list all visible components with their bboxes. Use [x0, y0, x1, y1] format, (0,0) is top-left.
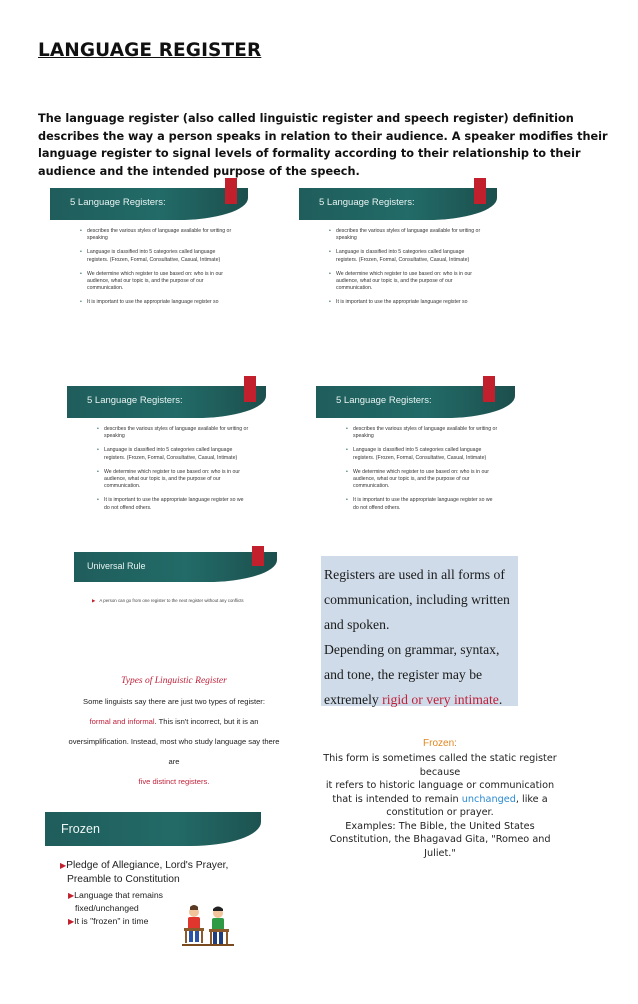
- frozen-line-part: , like a: [515, 793, 548, 805]
- registers-line: and tone, the register may be: [324, 667, 483, 682]
- slide-bullet: • We determine which register to use based on: who is in our audience, what our topic is, and the purpose of our communication.: [329, 271, 481, 293]
- frozen-line: Juliet.": [424, 847, 456, 859]
- types-line: Some linguists say there are just two types of register:: [83, 697, 265, 706]
- types-heading: Types of Linguistic Register: [121, 676, 227, 686]
- slide-bullet: • Language is classified into 5 categories called language registers. (Frozen, Formal, Consultative, Casual, Intimate): [80, 249, 232, 263]
- rule-bullet: [92, 598, 244, 604]
- slide-bullet: • describes the various styles of language available for writing or speaking: [80, 228, 232, 242]
- triangle-bullet-icon: ▶: [68, 917, 75, 926]
- slide-bullet: • It is important to use the appropriate language register so we do not offend others.: [97, 497, 250, 511]
- slide-title: 5 Language Registers:: [70, 197, 166, 208]
- slide-red-tab: [244, 376, 256, 402]
- slide-bullet: • It is important to use the appropriate language register so we do not offend others.: [346, 497, 499, 511]
- slide-title: Frozen: [61, 822, 100, 836]
- people-clipart-icon: [180, 904, 236, 948]
- slide-bullet: • describes the various styles of language available for writing or speaking: [97, 426, 250, 440]
- slide-title: 5 Language Registers:: [319, 197, 415, 208]
- universal-rule-slide: [74, 546, 277, 618]
- frozen-slide-bullet: [60, 859, 228, 887]
- frozen-line: This form is sometimes called the static register: [323, 753, 557, 764]
- slide-bullet: • Language is classified into 5 categories called language registers. (Frozen, Formal, Consultative, Casual, Intimate): [346, 447, 499, 461]
- registers-line: and spoken.: [324, 617, 390, 632]
- slide-bullet: • Language is classified into 5 categories called language registers. (Frozen, Formal, Consultative, Casual, Intimate): [329, 249, 481, 263]
- frozen-slide-bullet-text: Language that remains: [74, 890, 164, 900]
- slide-bullet: • describes the various styles of language available for writing or speaking: [329, 228, 481, 242]
- slide-red-tab: [474, 178, 486, 204]
- frozen-slide-bullet: [68, 889, 163, 914]
- types-highlight: five distinct registers.: [138, 777, 210, 786]
- frozen-line: it refers to historic language or communication: [325, 780, 555, 791]
- slide-thumbnail-4: [316, 376, 515, 531]
- slide-title: 5 Language Registers:: [87, 395, 183, 406]
- document-title: LANGUAGE REGISTER: [38, 40, 262, 61]
- slide-bullet: • We determine which register to use based on: who is in our audience, what our topic is, and the purpose of our communication.: [97, 469, 250, 491]
- frozen-slide-bullet: [68, 916, 148, 926]
- intro-paragraph: The language register (also called linguistic register and speech register) definition describes the way a person speaks in relation to their audience. A speaker modifies their language register to signal levels of formality according to their relationship to their audience and the intended purpose of the speech.: [38, 112, 608, 178]
- registers-info-box: [321, 556, 518, 706]
- slide-bullet-list: [329, 228, 481, 314]
- triangle-bullet-icon: ▶: [60, 861, 67, 870]
- types-line: are: [168, 757, 180, 766]
- registers-line: [324, 687, 518, 712]
- registers-line-highlight: rigid or very intimate: [382, 692, 499, 707]
- frozen-line: Examples: The Bible, the United States: [345, 820, 535, 832]
- registers-line: communication, including written: [324, 592, 510, 607]
- slide-bullet: • It is important to use the appropriate language register so: [329, 299, 481, 306]
- types-highlight: formal and informal: [89, 717, 155, 726]
- types-line: [0, 717, 348, 726]
- frozen-line: constitution or prayer.: [386, 807, 494, 818]
- triangle-bullet-icon: ▶: [68, 891, 75, 900]
- frozen-label: Frozen:: [423, 738, 457, 749]
- slide-bullet: • We determine which register to use based on: who is in our audience, what our topic is, and the purpose of our communication.: [346, 469, 499, 491]
- slide-bullet: • Language is classified into 5 categories called language registers. (Frozen, Formal, Consultative, Casual, Intimate): [97, 447, 250, 461]
- registers-line: Registers are used in all forms of: [324, 567, 505, 582]
- slide-title: Universal Rule: [87, 561, 146, 571]
- slide-thumbnail-1: [50, 178, 248, 328]
- slide-bullet-list: [97, 426, 250, 519]
- types-line: [0, 777, 348, 786]
- frozen-slide-bullet-text: Preamble to Constitution: [67, 874, 180, 885]
- frozen-slide-bullet-text: Pledge of Allegiance, Lord's Prayer,: [66, 860, 229, 871]
- registers-line-end: .: [498, 692, 503, 707]
- registers-line: Depending on grammar, syntax,: [324, 642, 500, 657]
- frozen-slide-bullet-text: It is "frozen" in time: [74, 916, 149, 926]
- slide-red-tab: [252, 546, 264, 566]
- rule-bullet-text: A person can go from one register to the next register without any conflicts: [99, 598, 244, 603]
- frozen-line-part: that is intended to remain: [332, 793, 462, 805]
- triangle-bullet-icon: ▶: [92, 598, 96, 603]
- slide-bullet: • We determine which register to use based on: who is in our audience, what our topic is, and the purpose of our communication.: [80, 271, 232, 293]
- frozen-line: [320, 793, 560, 807]
- slide-title: 5 Language Registers:: [336, 395, 432, 406]
- slide-red-tab: [225, 178, 237, 204]
- frozen-description: [320, 752, 560, 860]
- slide-thumbnail-3: [67, 376, 266, 531]
- slide-bullet-list: [346, 426, 499, 519]
- types-line-rest: . This isn't incorrect, but it is an: [154, 717, 259, 726]
- slide-bullet: • describes the various styles of language available for writing or speaking: [346, 426, 499, 440]
- slide-thumbnail-2: [299, 178, 497, 328]
- frozen-line: Constitution, the Bhagavad Gita, "Romeo and: [329, 834, 551, 845]
- registers-line-plain: extremely: [324, 692, 383, 707]
- slide-red-tab: [483, 376, 495, 402]
- slide-bullet-list: [80, 228, 232, 314]
- frozen-slide-bullet-text: fixed/unchanged: [75, 903, 139, 913]
- types-line: oversimplification. Instead, most who study language say there: [68, 737, 280, 746]
- frozen-highlight: unchanged: [461, 793, 516, 805]
- slide-bullet: • It is important to use the appropriate language register so: [80, 299, 232, 306]
- frozen-line: because: [419, 766, 461, 778]
